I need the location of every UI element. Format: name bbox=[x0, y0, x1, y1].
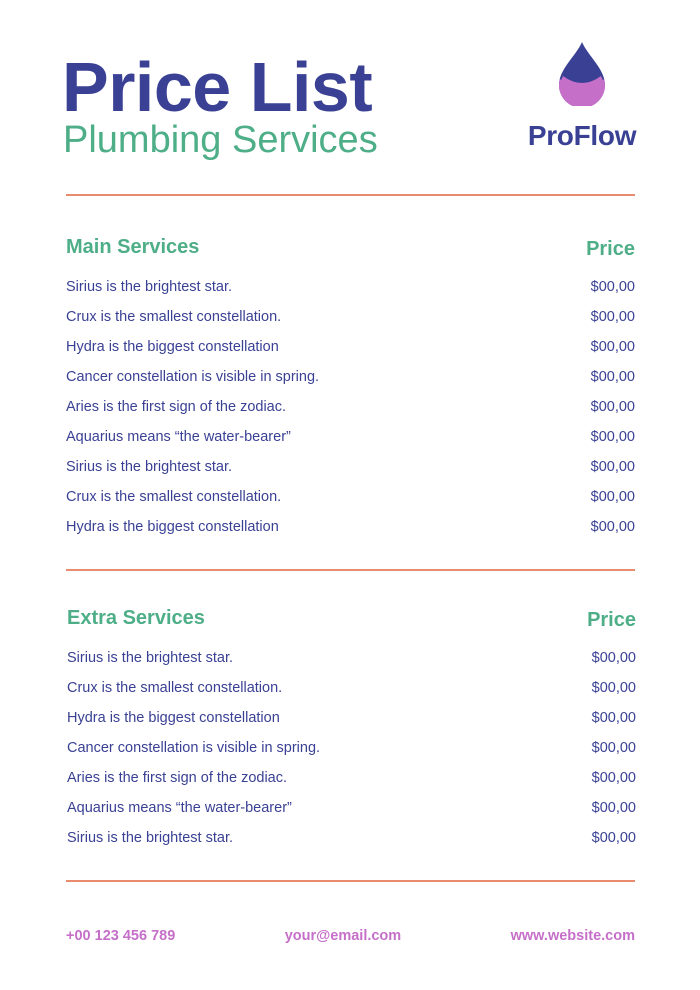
service-name: Sirius is the brightest star. bbox=[66, 459, 233, 475]
price-row bbox=[66, 392, 635, 422]
section-header bbox=[66, 236, 635, 272]
price-row bbox=[66, 422, 635, 452]
service-price: $00,00 bbox=[591, 710, 636, 726]
service-name: Crux is the smallest constellation. bbox=[66, 489, 282, 505]
service-name: Crux is the smallest constellation. bbox=[67, 680, 283, 696]
service-price: $00,00 bbox=[590, 459, 635, 475]
service-price: $00,00 bbox=[590, 429, 635, 445]
section-header bbox=[67, 607, 636, 643]
service-list bbox=[66, 272, 635, 542]
service-name: Cancer constellation is visible in spring. bbox=[67, 740, 321, 756]
price-row bbox=[67, 793, 636, 823]
price-row bbox=[66, 362, 635, 392]
price-row bbox=[66, 272, 635, 302]
service-name: Sirius is the brightest star. bbox=[66, 279, 233, 295]
contact-footer bbox=[66, 928, 635, 944]
brand-name: ProFlow bbox=[527, 120, 637, 151]
section-title: Extra Services bbox=[67, 607, 205, 629]
price-row bbox=[67, 673, 636, 703]
price-row bbox=[66, 482, 635, 512]
page-title: Price List bbox=[62, 48, 373, 126]
price-row bbox=[67, 823, 636, 853]
service-list bbox=[67, 643, 636, 853]
service-name: Hydra is the biggest constellation bbox=[66, 339, 279, 355]
divider bbox=[66, 880, 635, 882]
phone-number: +00 123 456 789 bbox=[66, 928, 176, 944]
extra-services-section bbox=[67, 607, 636, 853]
section-title: Main Services bbox=[66, 236, 200, 258]
price-column-header: Price bbox=[586, 238, 635, 260]
service-name: Hydra is the biggest constellation bbox=[67, 710, 280, 726]
service-price: $00,00 bbox=[591, 830, 636, 846]
service-name: Sirius is the brightest star. bbox=[67, 650, 234, 666]
price-row bbox=[66, 452, 635, 482]
website-url: www.website.com bbox=[510, 928, 635, 944]
service-price: $00,00 bbox=[591, 680, 636, 696]
service-price: $00,00 bbox=[591, 770, 636, 786]
service-name: Aries is the first sign of the zodiac. bbox=[67, 770, 288, 786]
price-column-header: Price bbox=[587, 609, 636, 631]
service-name: Crux is the smallest constellation. bbox=[66, 309, 282, 325]
price-row bbox=[67, 733, 636, 763]
service-price: $00,00 bbox=[590, 339, 635, 355]
service-price: $00,00 bbox=[590, 399, 635, 415]
service-price: $00,00 bbox=[591, 740, 636, 756]
divider bbox=[66, 569, 635, 571]
price-row bbox=[67, 643, 636, 673]
service-name: Aquarius means “the water-bearer” bbox=[66, 429, 291, 445]
service-price: $00,00 bbox=[590, 489, 635, 505]
main-services-section bbox=[66, 236, 635, 542]
service-price: $00,00 bbox=[591, 800, 636, 816]
service-price: $00,00 bbox=[590, 369, 635, 385]
price-row bbox=[66, 512, 635, 542]
divider bbox=[66, 194, 635, 196]
brand-logo bbox=[520, 40, 644, 152]
email-address: your@email.com bbox=[284, 928, 402, 944]
service-price: $00,00 bbox=[590, 309, 635, 325]
service-price: $00,00 bbox=[590, 279, 635, 295]
page-subtitle: Plumbing Services bbox=[63, 119, 378, 161]
service-price: $00,00 bbox=[591, 650, 636, 666]
water-drop-icon bbox=[557, 40, 607, 106]
price-row bbox=[66, 302, 635, 332]
service-name: Aquarius means “the water-bearer” bbox=[67, 800, 292, 816]
price-row bbox=[67, 703, 636, 733]
price-row bbox=[67, 763, 636, 793]
service-price: $00,00 bbox=[590, 519, 635, 535]
service-name: Sirius is the brightest star. bbox=[67, 830, 234, 846]
service-name: Hydra is the biggest constellation bbox=[66, 519, 279, 535]
service-name: Cancer constellation is visible in spring. bbox=[66, 369, 320, 385]
price-row bbox=[66, 332, 635, 362]
service-name: Aries is the first sign of the zodiac. bbox=[66, 399, 287, 415]
